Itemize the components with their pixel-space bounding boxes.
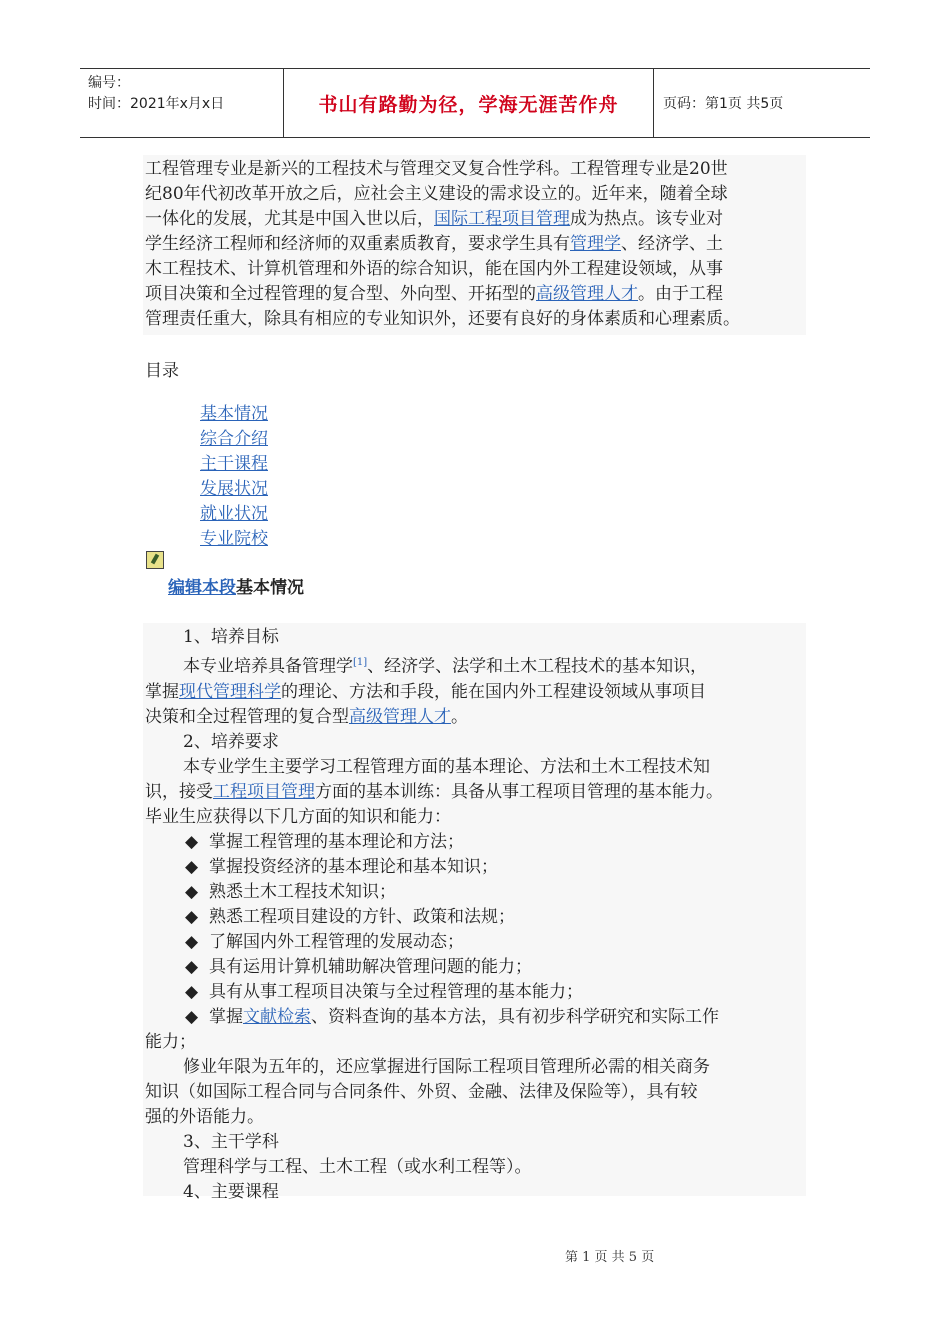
intro-paragraph xyxy=(145,157,808,332)
body-line: 掌握现代管理科学的理论、方法和手段，能在国内外工程建设领域从事项目 xyxy=(145,681,706,702)
header-motto: 书山有路勤为径，学海无涯苦作舟 xyxy=(283,69,654,137)
toc-item-intro[interactable]: 综合介绍 xyxy=(200,429,268,449)
link-senior-talent[interactable]: 高级管理人才 xyxy=(536,284,638,304)
number-label: 编号： xyxy=(88,75,130,91)
diamond-icon: ◆ xyxy=(185,856,199,877)
intro-line: 木工程技术、计算机管理和外语的综合知识，能在国内外工程建设领域，从事 xyxy=(145,259,723,279)
subheading: 3、主干学科 xyxy=(183,1131,279,1152)
toc-list xyxy=(200,402,268,552)
intro-line: 学生经济工程师和经济师的双重素质教育，要求学生具有管理学、经济学、土 xyxy=(145,234,723,254)
body-line: 修业年限为五年的，还应掌握进行国际工程项目管理所必需的相关商务 xyxy=(183,1056,710,1077)
section-title: 基本情况 xyxy=(236,578,304,598)
toc-title: 目录 xyxy=(145,361,179,381)
edit-icon[interactable] xyxy=(146,551,164,569)
link-literature-search[interactable]: 文献检索 xyxy=(243,1006,311,1027)
header-meta xyxy=(80,69,283,137)
intro-line: 管理责任重大，除具有相应的专业知识外，还要有良好的身体素质和心理素质。 xyxy=(145,309,740,329)
edit-section-link[interactable]: 编辑本段 xyxy=(168,578,236,598)
diamond-icon: ◆ xyxy=(185,881,199,902)
link-project-mgmt[interactable]: 工程项目管理 xyxy=(213,781,315,802)
diamond-icon: ◆ xyxy=(185,906,199,927)
body-line: 知识（如国际工程合同与合同条件、外贸、金融、法律及保险等），具有较 xyxy=(145,1081,698,1102)
diamond-icon: ◆ xyxy=(185,931,199,952)
bullet-item: ◆ 了解国内外工程管理的发展动态； xyxy=(145,930,808,955)
citation-link[interactable]: [1] xyxy=(353,657,368,668)
subheading: 4、主要课程 xyxy=(183,1181,279,1202)
intro-line: 一体化的发展，尤其是中国入世以后，国际工程项目管理成为热点。该专业对 xyxy=(145,209,723,229)
bullet-item: ◆ 熟悉土木工程技术知识； xyxy=(145,880,808,905)
intro-line: 工程管理专业是新兴的工程技术与管理交叉复合性学科。工程管理专业是20世 xyxy=(145,159,728,179)
bullet-item: ◆ 掌握投资经济的基本理论和基本知识； xyxy=(145,855,808,880)
body-line: 管理科学与工程、土木工程（或水利工程等）。 xyxy=(183,1156,532,1177)
header-page-label: 页码：第1页 共5页 xyxy=(663,96,784,112)
body-line: 能力； xyxy=(145,1031,196,1052)
link-senior-talent-2[interactable]: 高级管理人才 xyxy=(349,706,451,727)
bullet-item: ◆ 熟悉工程项目建设的方针、政策和法规； xyxy=(145,905,808,930)
time-label: 时间：2021年x月x日 xyxy=(88,96,225,112)
section-heading xyxy=(168,573,304,598)
subheading: 2、培养要求 xyxy=(183,731,279,752)
toc-item-basic[interactable]: 基本情况 xyxy=(200,404,268,424)
body-line: 本专业培养具备管理学[1]、经济学、法学和土木工程技术的基本知识， xyxy=(183,656,708,677)
bullet-item: ◆ 掌握工程管理的基本理论和方法； xyxy=(145,830,808,855)
toc-item-schools[interactable]: 专业院校 xyxy=(200,529,268,549)
intro-line: 项目决策和全过程管理的复合型、外向型、开拓型的高级管理人才。由于工程 xyxy=(145,284,723,304)
body-line: 强的外语能力。 xyxy=(145,1106,264,1127)
toc-item-employment[interactable]: 就业状况 xyxy=(200,504,268,524)
body-line: 本专业学生主要学习工程管理方面的基本理论、方法和土木工程技术知 xyxy=(183,756,710,777)
body-line: 识，接受工程项目管理方面的基本训练：具备从事工程项目管理的基本能力。 xyxy=(145,781,723,802)
diamond-icon: ◆ xyxy=(185,1006,199,1027)
link-management[interactable]: 管理学 xyxy=(570,234,621,254)
diamond-icon: ◆ xyxy=(185,981,199,1002)
section-body xyxy=(145,625,808,1205)
bullet-item: ◆ 掌握文献检索、资料查询的基本方法，具有初步科学研究和实际工作 xyxy=(145,1005,808,1030)
link-modern-mgmt[interactable]: 现代管理科学 xyxy=(179,681,281,702)
toc-item-development[interactable]: 发展状况 xyxy=(200,479,268,499)
subheading: 1、培养目标 xyxy=(183,627,279,647)
intro-line: 纪80年代初改革开放之后，应社会主义建设的需求设立的。近年来，随着全球 xyxy=(145,184,728,204)
body-line: 决策和全过程管理的复合型高级管理人才。 xyxy=(145,706,468,727)
bullet-item: ◆ 具有运用计算机辅助解决管理问题的能力； xyxy=(145,955,808,980)
link-intl-project-mgmt[interactable]: 国际工程项目管理 xyxy=(434,209,570,229)
page-header xyxy=(80,68,870,138)
diamond-icon: ◆ xyxy=(185,956,199,977)
bullet-item: ◆ 具有从事工程项目决策与全过程管理的基本能力； xyxy=(145,980,808,1005)
footer-page-number: 第 1 页 共 5 页 xyxy=(565,1250,655,1265)
body-line: 毕业生应获得以下几方面的知识和能力： xyxy=(145,806,451,827)
diamond-icon: ◆ xyxy=(185,831,199,852)
toc-item-courses[interactable]: 主干课程 xyxy=(200,454,268,474)
